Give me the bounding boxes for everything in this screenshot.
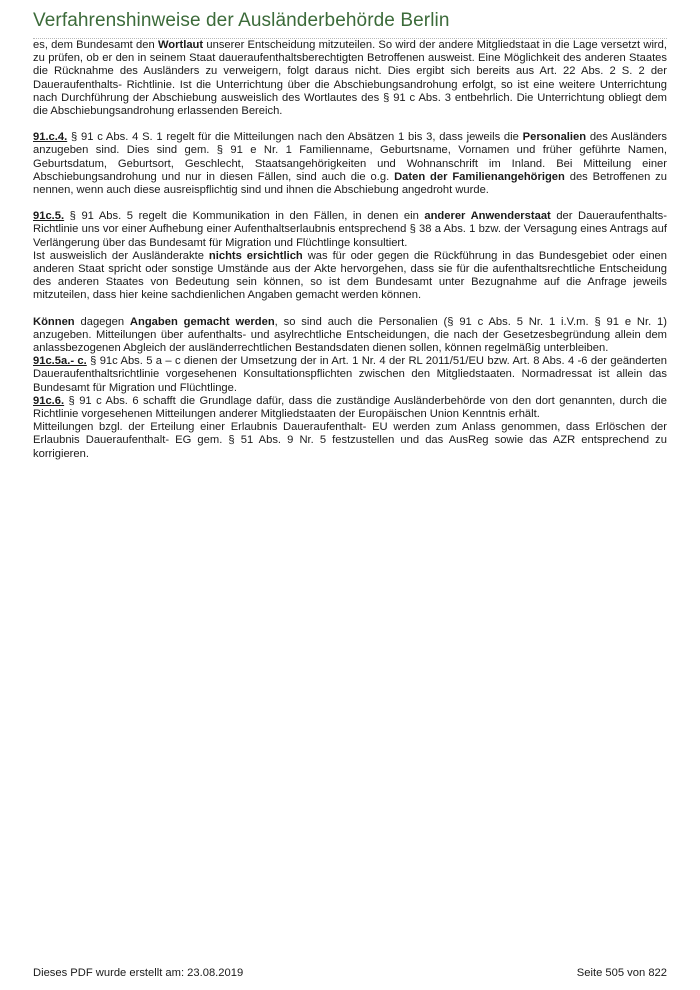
text-span: § 91 c Abs. 4 S. 1 regelt für die Mitteilungen nach den Absätzen 1 bis 3, dass jeweils die — [67, 131, 523, 144]
creation-date: Dieses PDF wurde erstellt am: 23.08.2019 — [33, 967, 244, 979]
section-reference: 91c.6. — [33, 394, 65, 407]
text-span: Mitteilungen bzgl. der Erteilung einer Erlaubnis Daueraufenthalt- EU werden zum Anlass genommen, dass Erlöschen der Erlaubnis Daueraufenthalt- EG gem. § 51 Abs. 9 Nr. 5 festzustellen und das AusReg sowie das AZR entsprechend zu korrigieren. — [33, 421, 667, 460]
bold-term: Daten der Familienangehörigen — [394, 170, 565, 183]
paragraph — [33, 316, 667, 356]
paragraph — [33, 39, 667, 118]
text-span: was für oder gegen die Rückführung in das Bundesgebiet oder einen anderen Staat spricht oder sonstige Umstände aus der Akte hervorgehen, dass sie für die aufenthaltsrechtliche Entscheidung des anderen Staates von Bedeutung sein können, so ist dem Bundesamt unter Bezugnahme auf die Anfrage jeweils mitzuteilen, dass hier keine sachdienlichen Angaben gemacht werden können. — [33, 249, 667, 302]
text-span: des Betroffenen zu nennen, wenn auch diese ausreispflichtig sind und ihnen die Abschiebung angedroht wurde. — [33, 170, 668, 197]
bold-term: Wortlaut — [157, 39, 204, 51]
document-body — [33, 39, 667, 461]
text-span: des Ausländers anzugeben sind. Dies sind gem. § 91 e Nr. 1 Familienname, Geburtsname, Vornamen und früher geführte Namen, Geburtsdatum, Geburtsort, Geschlecht, Staatsangehörigkeiten und Wohnanschrift im Inland. Bei Mitteilung einer Abschiebungsandrohung und nur in diesen Fällen, sind auch die o.g. — [33, 131, 667, 183]
text-span: § 91 Abs. 5 regelt die Kommunikation in den Fällen, in denen ein — [64, 210, 425, 223]
paragraph — [33, 250, 667, 303]
text-span: unserer Entscheidung mitzuteilen. So wird der andere Mitgliedstaat in die Lage versetzt wird, zu prüfen, ob er den in seinem Staat daueraufenthaltsberechtigten Betroffenen ausweist. Eine Möglichkeit des anderen Staates die Rücknahme des Ausländers zu verweigern, folgt daraus nicht. Dies ergibt sich bereits aus Art. 22 Abs. 2 S. 2 der Daueraufenthalts- Richtlinie. Ist die Unterrichtung über die Abschiebungsandrohung erfolgt, so ist eine weitere Unterrichtung nach Durchführung der Abschiebung ausweislich des Wortlautes des § 91 c Abs. 3 entbehrlich. Die Unterrichtung obliegt dem die Abschiebungsandrohung erlassenden Bereich. — [33, 39, 667, 118]
text-span: Ist ausweislich der Ausländerakte — [33, 249, 209, 262]
bold-term: anderer Anwenderstaat — [424, 210, 551, 223]
paragraph — [33, 355, 667, 395]
paragraph — [33, 395, 667, 421]
text-span: § 91 c Abs. 6 schafft die Grundlage dafür, dass die zuständige Ausländerbehörde von den dort genannten, durch die Richtlinie vorgesehenen Mitteilungen anderer Mitgliedstaaten der Europäischen Union Kenntnis erhält. — [33, 394, 667, 421]
text-span: , so sind auch die Personalien (§ 91 c Abs. 5 Nr. 1 i.V.m. § 91 e Nr. 1) anzugeben. Mitteilungen über aufenthalts- und asylrechtliche Entscheidungen, die nach der Gesetzesbegründung allein dem anlassbezogenen Abgleich der ausländerrechtlichen Bestandsdaten dienen sollen, können regelmäßig unterbleiben. — [33, 315, 668, 355]
text-span: der Daueraufenthalts-Richtlinie uns vor einer Aufhebung einer Aufenthaltserlaubnis entsprechend § 38 a Abs. 1 bzw. der Versagung eines Antrags auf Verlängerung über das Bundesamt für Migration und Flüchtlinge konsultiert. — [33, 210, 667, 249]
paragraph — [33, 210, 667, 250]
section-reference: 91c.5. — [33, 210, 65, 223]
page-number: Seite 505 von 822 — [576, 967, 667, 979]
page-footer — [33, 967, 667, 979]
text-span: es, dem Bundesamt den — [33, 39, 158, 51]
paragraph — [33, 421, 667, 461]
page-title: Verfahrenshinweise der Ausländerbehörde Berlin — [33, 10, 667, 39]
bold-term: Personalien — [522, 131, 587, 144]
text-span: dagegen — [74, 315, 130, 328]
bold-term: nichts ersichtlich — [208, 249, 303, 262]
bold-term: Angaben gemacht werden — [129, 315, 275, 328]
section-reference: 91.c.4. — [33, 131, 68, 144]
paragraph — [33, 131, 667, 197]
section-reference: 91c.5a.- c. — [33, 355, 87, 368]
text-span: § 91c Abs. 5 a – c dienen der Umsetzung der in Art. 1 Nr. 4 der RL 2011/51/EU bzw. Art. 8 Abs. 4 -6 der geänderten Daueraufenthaltsrichtlinie vorgesehenen Konsultationspflichten zwischen den Mitgliedstaaten. Normadressat ist allein das Bundesamt für Migration und Flüchtlinge. — [33, 355, 667, 394]
bold-term: Können — [33, 315, 75, 328]
